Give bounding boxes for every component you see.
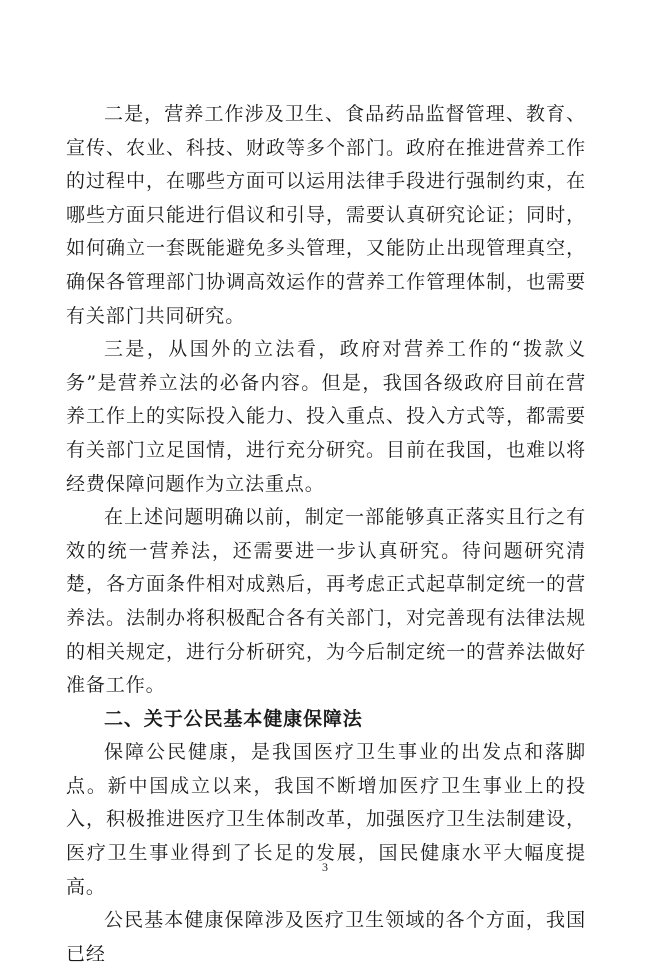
document-body — [66, 98, 586, 971]
paragraph-health-protection: 保障公民健康，是我国医疗卫生事业的出发点和落脚点。新中国成立以来，我国不断增加医疗卫生事业上的投入，积极推进医疗卫生体制改革，加强医疗卫生法制建设，医疗卫生事业得到了长足的发展，国民健康水平大幅度提高。 — [66, 741, 586, 898]
page-number: 3 — [322, 860, 328, 874]
section-heading: 二、关于公民基本健康保障法 — [104, 707, 363, 730]
paragraph-funding-obligation: 三是，从国外的立法看，政府对营养工作的“拨款义务”是营养立法的必备内容。但是，我国各级政府目前在营养工作上的实际投入能力、投入重点、投入方式等，都需要有关部门立足国情，进行充分研究。目前在我国，也难以将经费保障问题作为立法重点。 — [66, 338, 586, 495]
paragraph-health-coverage: 公民基本健康保障涉及医疗卫生领域的各个方面，我国已经 — [66, 909, 586, 965]
paragraph-conclusion: 在上述问题明确以前，制定一部能够真正落实且行之有效的统一营养法，还需要进一步认真研究。待问题研究清楚，各方面条件相对成熟后，再考虑正式起草制定统一的营养法。法制办将积极配合各有关部门，对完善现有法律法规的相关规定，进行分析研究，为今后制定统一的营养法做好准备工作。 — [66, 506, 586, 697]
paragraph-departments: 二是，营养工作涉及卫生、食品药品监督管理、教育、宣传、农业、科技、财政等多个部门。政府在推进营养工作的过程中，在哪些方面可以运用法律手段进行强制约束，在哪些方面只能进行倡议和引导，需要认真研究论证；同时，如何确立一套既能避免多头管理，又能防止出现管理真空，确保各管理部门协调高效运作的营养工作管理体制，也需要有关部门共同研究。 — [66, 103, 586, 327]
